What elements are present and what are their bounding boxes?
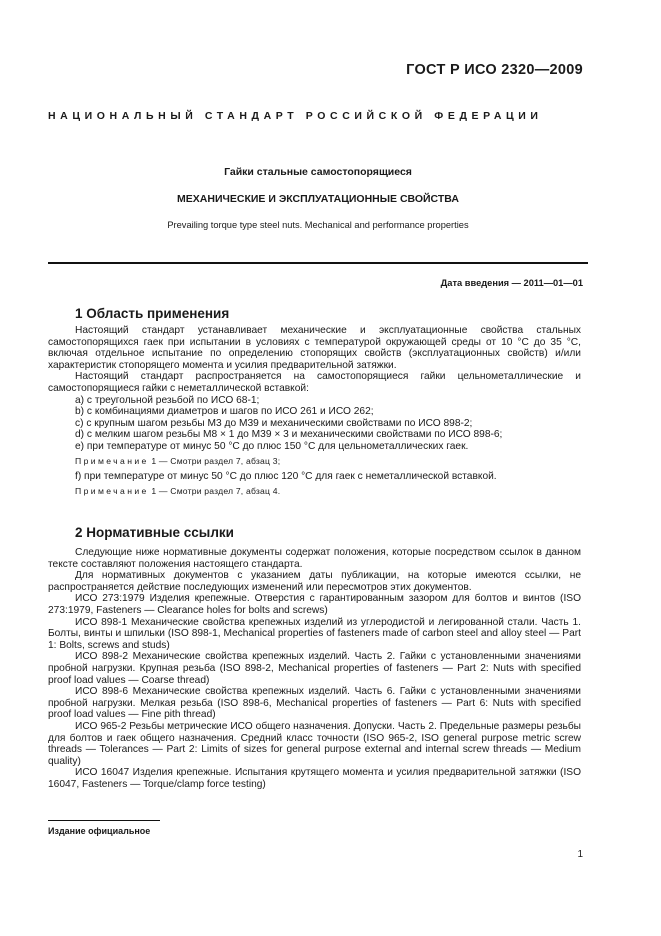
header-divider	[48, 262, 588, 264]
note	[48, 486, 581, 498]
list-item: f) при температуре от минус 50 °С до плюс 120 °С для гаек с неметаллической вставкой.	[75, 471, 497, 483]
note-text: 1 — Смотри раздел 7, абзац 4.	[151, 485, 281, 496]
title-russian: Гайки стальные самостопорящиеся	[224, 166, 412, 178]
list-item: e) при температуре от минус 50 °С до плюс 150 °С для цельнометаллических гаек.	[75, 440, 469, 452]
note-label: Примечание	[75, 455, 149, 466]
section-1-paragraph: Настоящий стандарт распространяется на самостопорящиеся гайки цельнометаллические и самостопорящиеся гайки с неметаллической вставкой:	[48, 371, 581, 394]
reference-entry: ИСО 965-2 Резьбы метрические ИСО общего назначения. Допуски. Часть 2. Предельные размеры резьбы для болтов и гаек общего назначения. Средний класс точности (ISO 965-2, ISO general purpose metric screw threads — Tolerances — Part 2: Limits of sizes for general purpose external and internal screw threads — Medium quality)	[48, 720, 581, 767]
edition-label: Издание официальное	[48, 826, 151, 836]
list-item: b) с комбинациями диаметров и шагов по ИСО 261 и ИСО 262;	[75, 406, 374, 418]
section-2-heading: 2 Нормативные ссылки	[75, 525, 234, 540]
list-item: a) с треугольной резьбой по ИСО 68-1;	[75, 394, 260, 406]
note	[48, 456, 581, 468]
reference-entry: ИСО 16047 Изделия крепежные. Испытания крутящего момента и усилия предварительной затяжки (ISO 16047, Fasteners — Torque/clamp force testing)	[48, 767, 581, 790]
note-label: Примечание	[75, 485, 149, 496]
section-2-paragraph: Следующие ниже нормативные документы содержат положения, которые посредством ссылок в данном тексте составляют положения настоящего стандарта.	[48, 547, 581, 570]
title-main: МЕХАНИЧЕСКИЕ И ЭКСПЛУАТАЦИОННЫЕ СВОЙСТВА	[177, 193, 459, 205]
section-2-body	[48, 547, 581, 790]
introduction-date: Дата введения — 2011—01—01	[440, 278, 583, 288]
section-1-body	[48, 325, 581, 501]
section-1-paragraph: Настоящий стандарт устанавливает механические и эксплуатационные свойства стальных самостопорящихся гаек при испытании в условиях с температурой окружающей среды от 10 °С до 35 °С, включая отдельное испытание по определению стопорящих свойств (эксплуатационных свойств) и/или характеристик стопорящего момента и усилия предварительной затяжки.	[48, 325, 581, 371]
footer-divider	[48, 820, 160, 821]
list-item: c) с крупным шагом резьбы М3 до М39 и механическими свойствами по ИСО 898-2;	[75, 417, 473, 429]
section-1-heading: 1 Область применения	[75, 306, 230, 321]
list-item: d) с мелким шагом резьбы М8 × 1 до М39 × 3 и механическими свойствами по ИСО 898-6;	[75, 429, 503, 441]
reference-entry: ИСО 898-1 Механические свойства крепежных изделий из углеродистой и легированной стали. Часть 1. Болты, винты и шпильки (ISO 898-1, Mechanical properties of fasteners made of carbon steel and alloy steel — Part 1: Bolts, screws and studs)	[48, 616, 581, 651]
page-number: 1	[577, 849, 583, 860]
document-code: ГОСТ Р ИСО 2320—2009	[406, 62, 583, 78]
note-text: 1 — Смотри раздел 7, абзац 3;	[151, 455, 281, 466]
reference-entry: ИСО 898-6 Механические свойства крепежных изделий. Часть 6. Гайки с установленными значениями пробной нагрузки. Мелкая резьба (ISO 898-6, Mechanical properties of fasteners — Part 6: Nuts with specified proof load values — Fine pith thread)	[48, 686, 581, 721]
national-standard-banner: НАЦИОНАЛЬНЫЙ СТАНДАРТ РОССИЙСКОЙ ФЕДЕРАЦИИ	[48, 110, 543, 122]
section-2-paragraph: Для нормативных документов с указанием даты публикации, на которые имеются ссылки, не распространяется действие последующих изменений или пересмотров этих документов.	[48, 570, 581, 593]
title-english: Prevailing torque type steel nuts. Mechanical and performance properties	[167, 220, 469, 230]
reference-entry: ИСО 898-2 Механические свойства крепежных изделий. Часть 2. Гайки с установленными значениями пробной нагрузки. Крупная резьба (ISO 898-2, Mechanical properties of fasteners — Part 2: Nuts with specified proof load values — Coarse thread)	[48, 651, 581, 686]
reference-entry: ИСО 273:1979 Изделия крепежные. Отверстия с гарантированным зазором для болтов и винтов (ISO 273:1979, Fasteners — Clearance holes for bolts and screws)	[48, 593, 581, 616]
